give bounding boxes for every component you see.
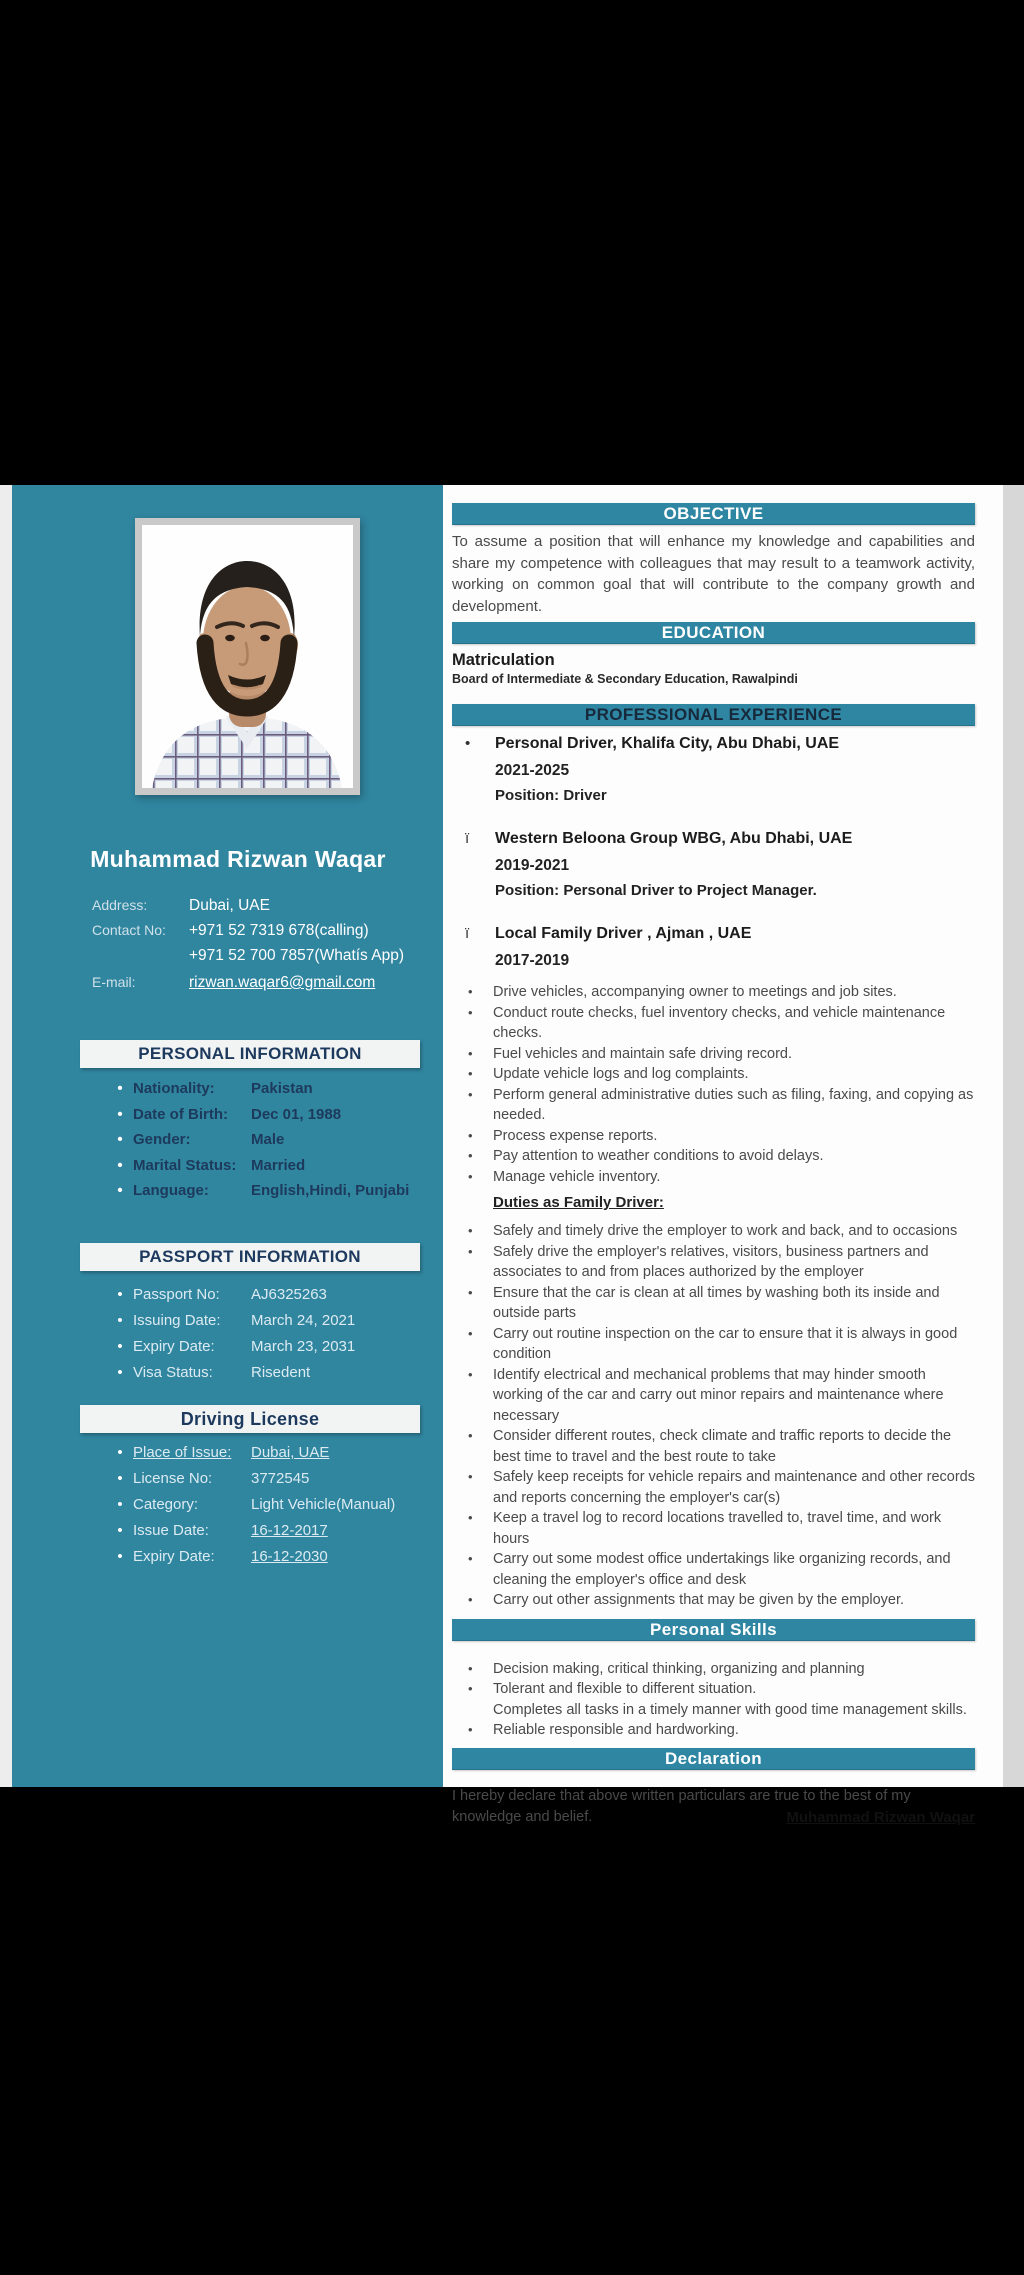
- list-item: • Marital Status: Married: [107, 1153, 437, 1179]
- list-item: • Drive vehicles, accompanying owner to meetings and job sites.: [452, 982, 975, 1003]
- list-item: • Reliable responsible and hardworking.: [452, 1720, 975, 1741]
- family-duties-list: [452, 1221, 975, 1611]
- contact-row-phone2: [92, 943, 435, 968]
- passport-info-list: [107, 1282, 437, 1386]
- email-link[interactable]: rizwan.waqar6@gmail.com: [189, 974, 376, 991]
- letterbox-bottom: [0, 1787, 1024, 2275]
- objective-header: OBJECTIVE: [452, 503, 975, 525]
- declaration-text: I hereby declare that above written particulars are true to the best of my knowledge and belief.: [452, 1787, 911, 1825]
- education-degree: Matriculation: [452, 651, 555, 669]
- bullet-glyph: •: [465, 735, 471, 752]
- family-duties-heading: Duties as Family Driver:: [493, 1194, 664, 1211]
- list-item: • Safely and timely drive the employer to work and back, and to occasions: [452, 1221, 975, 1242]
- list-item: • Keep a travel log to record locations travelled to, travel time, and work hours: [452, 1508, 975, 1549]
- profile-photo: [135, 518, 360, 795]
- list-item: • Passport No: AJ6325263: [107, 1282, 437, 1308]
- list-item: • Visa Status: Risedent: [107, 1360, 437, 1386]
- contact-row-phone1: [92, 918, 435, 943]
- list-item: • Safely keep receipts for vehicle repairs and maintenance and other records and reports concerning the employer's car(s): [452, 1467, 975, 1508]
- skills-header: Personal Skills: [452, 1619, 975, 1641]
- list-item: • Process expense reports.: [452, 1126, 975, 1147]
- list-item: • Issuing Date: March 24, 2021: [107, 1308, 437, 1334]
- list-item: Completes all tasks in a timely manner with good time management skills.: [493, 1701, 967, 1718]
- list-item: • Identify electrical and mechanical problems that may hinder smooth working of the car and carry out minor repairs and maintenance where necessary: [452, 1365, 975, 1427]
- list-item: • Expiry Date: 16-12-2030: [107, 1544, 437, 1570]
- list-item: • Ensure that the car is clean at all times by washing both its inside and outside parts: [452, 1283, 975, 1324]
- list-item: • Manage vehicle inventory.: [452, 1167, 975, 1188]
- list-item: • Place of Issue: Dubai, UAE: [107, 1440, 437, 1466]
- page-left-margin: [0, 485, 12, 1787]
- contact-block: [92, 893, 435, 995]
- list-item: • Gender: Male: [107, 1127, 437, 1153]
- list-item: • Decision making, critical thinking, organizing and planning: [452, 1659, 975, 1680]
- email-label: E-mail:: [92, 974, 136, 990]
- list-item: • License No: 3772545: [107, 1466, 437, 1492]
- candidate-name: Muhammad Rizwan Waqar: [90, 846, 386, 872]
- list-item: • Pay attention to weather conditions to avoid delays.: [452, 1146, 975, 1167]
- list-item: • Perform general administrative duties such as filing, faxing, and copying as needed.: [452, 1085, 975, 1126]
- list-item: • Issue Date: 16-12-2017: [107, 1518, 437, 1544]
- personal-info-list: [107, 1076, 437, 1204]
- cv-page: [0, 485, 1024, 1826]
- experience-header: PROFESSIONAL EXPERIENCE: [452, 704, 975, 726]
- address-label: Address:: [92, 897, 148, 913]
- declaration-block: [452, 1786, 975, 1828]
- driving-license-title: Driving License: [80, 1405, 420, 1433]
- general-duties-list: [452, 982, 975, 1187]
- bullet-glyph: ï: [465, 830, 470, 847]
- list-item: • Date of Birth: Dec 01, 1988: [107, 1102, 437, 1128]
- list-item: • Carry out routine inspection on the car to ensure that it is always in good condition: [452, 1324, 975, 1365]
- list-item: • Expiry Date: March 23, 2031: [107, 1334, 437, 1360]
- education-header: EDUCATION: [452, 622, 975, 644]
- list-item: • Nationality: Pakistan: [107, 1076, 437, 1102]
- list-item: • Carry out other assignments that may be given by the employer.: [452, 1590, 975, 1611]
- list-item: • Tolerant and flexible to different situation.: [452, 1679, 975, 1700]
- declaration-signature: Muhammad Rizwan Waqar: [786, 1808, 975, 1826]
- declaration-header: Declaration: [452, 1748, 975, 1770]
- experience-entry: ï Local Family Driver , Ajman , UAE 2017-2019: [452, 922, 975, 972]
- list-item: • Consider different routes, check climate and traffic reports to decide the best time to travel and the best route to take: [452, 1426, 975, 1467]
- list-item: • Update vehicle logs and log complaints.: [452, 1064, 975, 1085]
- list-item: • Carry out some modest office undertakings like organizing records, and cleaning the employer's office and desk: [452, 1549, 975, 1590]
- skills-list: [452, 1659, 975, 1741]
- phone-calling-value: +971 52 7319 678(calling): [189, 922, 369, 939]
- experience-entry: ï Western Beloona Group WBG, Abu Dhabi, UAE 2019-2021 Position: Personal Driver to Project Manager.: [452, 827, 975, 902]
- education-board: Board of Intermediate & Secondary Education, Rawalpindi: [452, 672, 798, 686]
- list-item: • Fuel vehicles and maintain safe driving record.: [452, 1044, 975, 1065]
- contact-no-label: Contact No:: [92, 922, 166, 938]
- list-item: • Safely drive the employer's relatives, visitors, business partners and associates to and from places authorized by the employer: [452, 1242, 975, 1283]
- experience-entry: • Personal Driver, Khalifa City, Abu Dhabi, UAE 2021-2025 Position: Driver: [452, 732, 975, 807]
- contact-row-address: [92, 893, 435, 918]
- list-item: • Category: Light Vehicle(Manual): [107, 1492, 437, 1518]
- page-right-margin: [1003, 485, 1024, 1787]
- phone-whatsapp-value: +971 52 700 7857(Whatís App): [189, 947, 405, 964]
- objective-text: To assume a position that will enhance my knowledge and capabilities and share my competence with colleagues that may result to a teamwork activity, working on common goal that will contribute to the company growth and development.: [452, 533, 975, 615]
- personal-info-title: PERSONAL INFORMATION: [80, 1040, 420, 1068]
- address-value: Dubai, UAE: [189, 897, 270, 914]
- driving-license-list: [107, 1440, 437, 1570]
- letterbox-top: [0, 0, 1024, 485]
- list-item: • Language: English,Hindi, Punjabi: [107, 1178, 437, 1204]
- left-sidebar: [12, 485, 443, 1787]
- contact-row-email: [92, 970, 435, 995]
- bullet-glyph: ï: [465, 925, 470, 942]
- main-column: [443, 485, 1003, 1826]
- passport-info-title: PASSPORT INFORMATION: [80, 1243, 420, 1271]
- list-item: • Conduct route checks, fuel inventory checks, and vehicle maintenance checks.: [452, 1003, 975, 1044]
